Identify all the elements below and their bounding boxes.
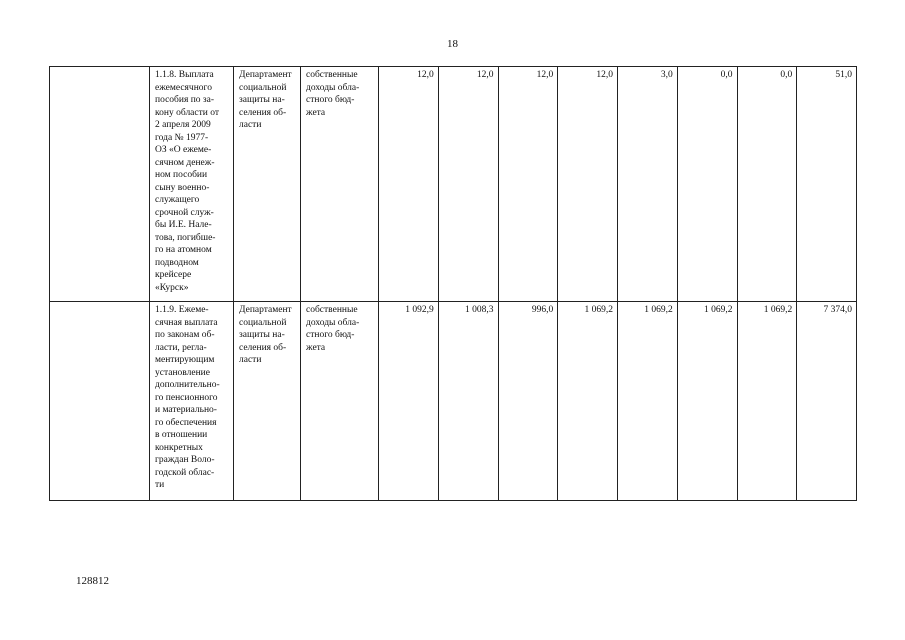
value-cell: 1 069,2 [677,302,737,501]
funding-source-cell: собственные доходы обла- стного бюд- жета [301,302,379,501]
value-cell: 12,0 [498,67,558,302]
value-cell: 1 069,2 [558,302,618,501]
value-cell: 3,0 [618,67,678,302]
measure-name-cell: 1.1.8. Выплата ежемесячного пособия по за- кону области от 2 апреля 2009 года № 1977- ОЗ «О ежеме- сячном денеж- ном пособии сыну военно- служащего срочной служ- бы И.Е. Нале- това, погибше- го на атомном подводном крейсере «Курск» [150,67,234,302]
value-cell: 0,0 [677,67,737,302]
value-cell: 996,0 [498,302,558,501]
value-cell: 1 092,9 [379,302,439,501]
empty-cell [50,67,150,302]
page-number: 18 [447,38,458,50]
department-cell: Департамент социальной защиты на- селения об- ласти [234,67,301,302]
table-row [50,67,857,302]
total-cell: 7 374,0 [797,302,857,501]
empty-cell [50,302,150,501]
total-cell: 51,0 [797,67,857,302]
table-row [50,302,857,501]
measure-name-cell: 1.1.9. Ежеме- сячная выплата по законам об- ласти, регла- ментирующим установление дополнительно- го пенсионного и материально- го обеспечения в отношении конкретных граждан Воло- годской облас- ти [150,302,234,501]
document-code: 128812 [76,575,109,587]
value-cell: 1 008,3 [438,302,498,501]
value-cell: 1 069,2 [618,302,678,501]
value-cell: 1 069,2 [737,302,797,501]
department-cell: Департамент социальной защиты на- селения об- ласти [234,302,301,501]
value-cell: 12,0 [438,67,498,302]
value-cell: 12,0 [558,67,618,302]
funding-source-cell: собственные доходы обла- стного бюд- жета [301,67,379,302]
value-cell: 0,0 [737,67,797,302]
value-cell: 12,0 [379,67,439,302]
program-table [49,66,857,501]
